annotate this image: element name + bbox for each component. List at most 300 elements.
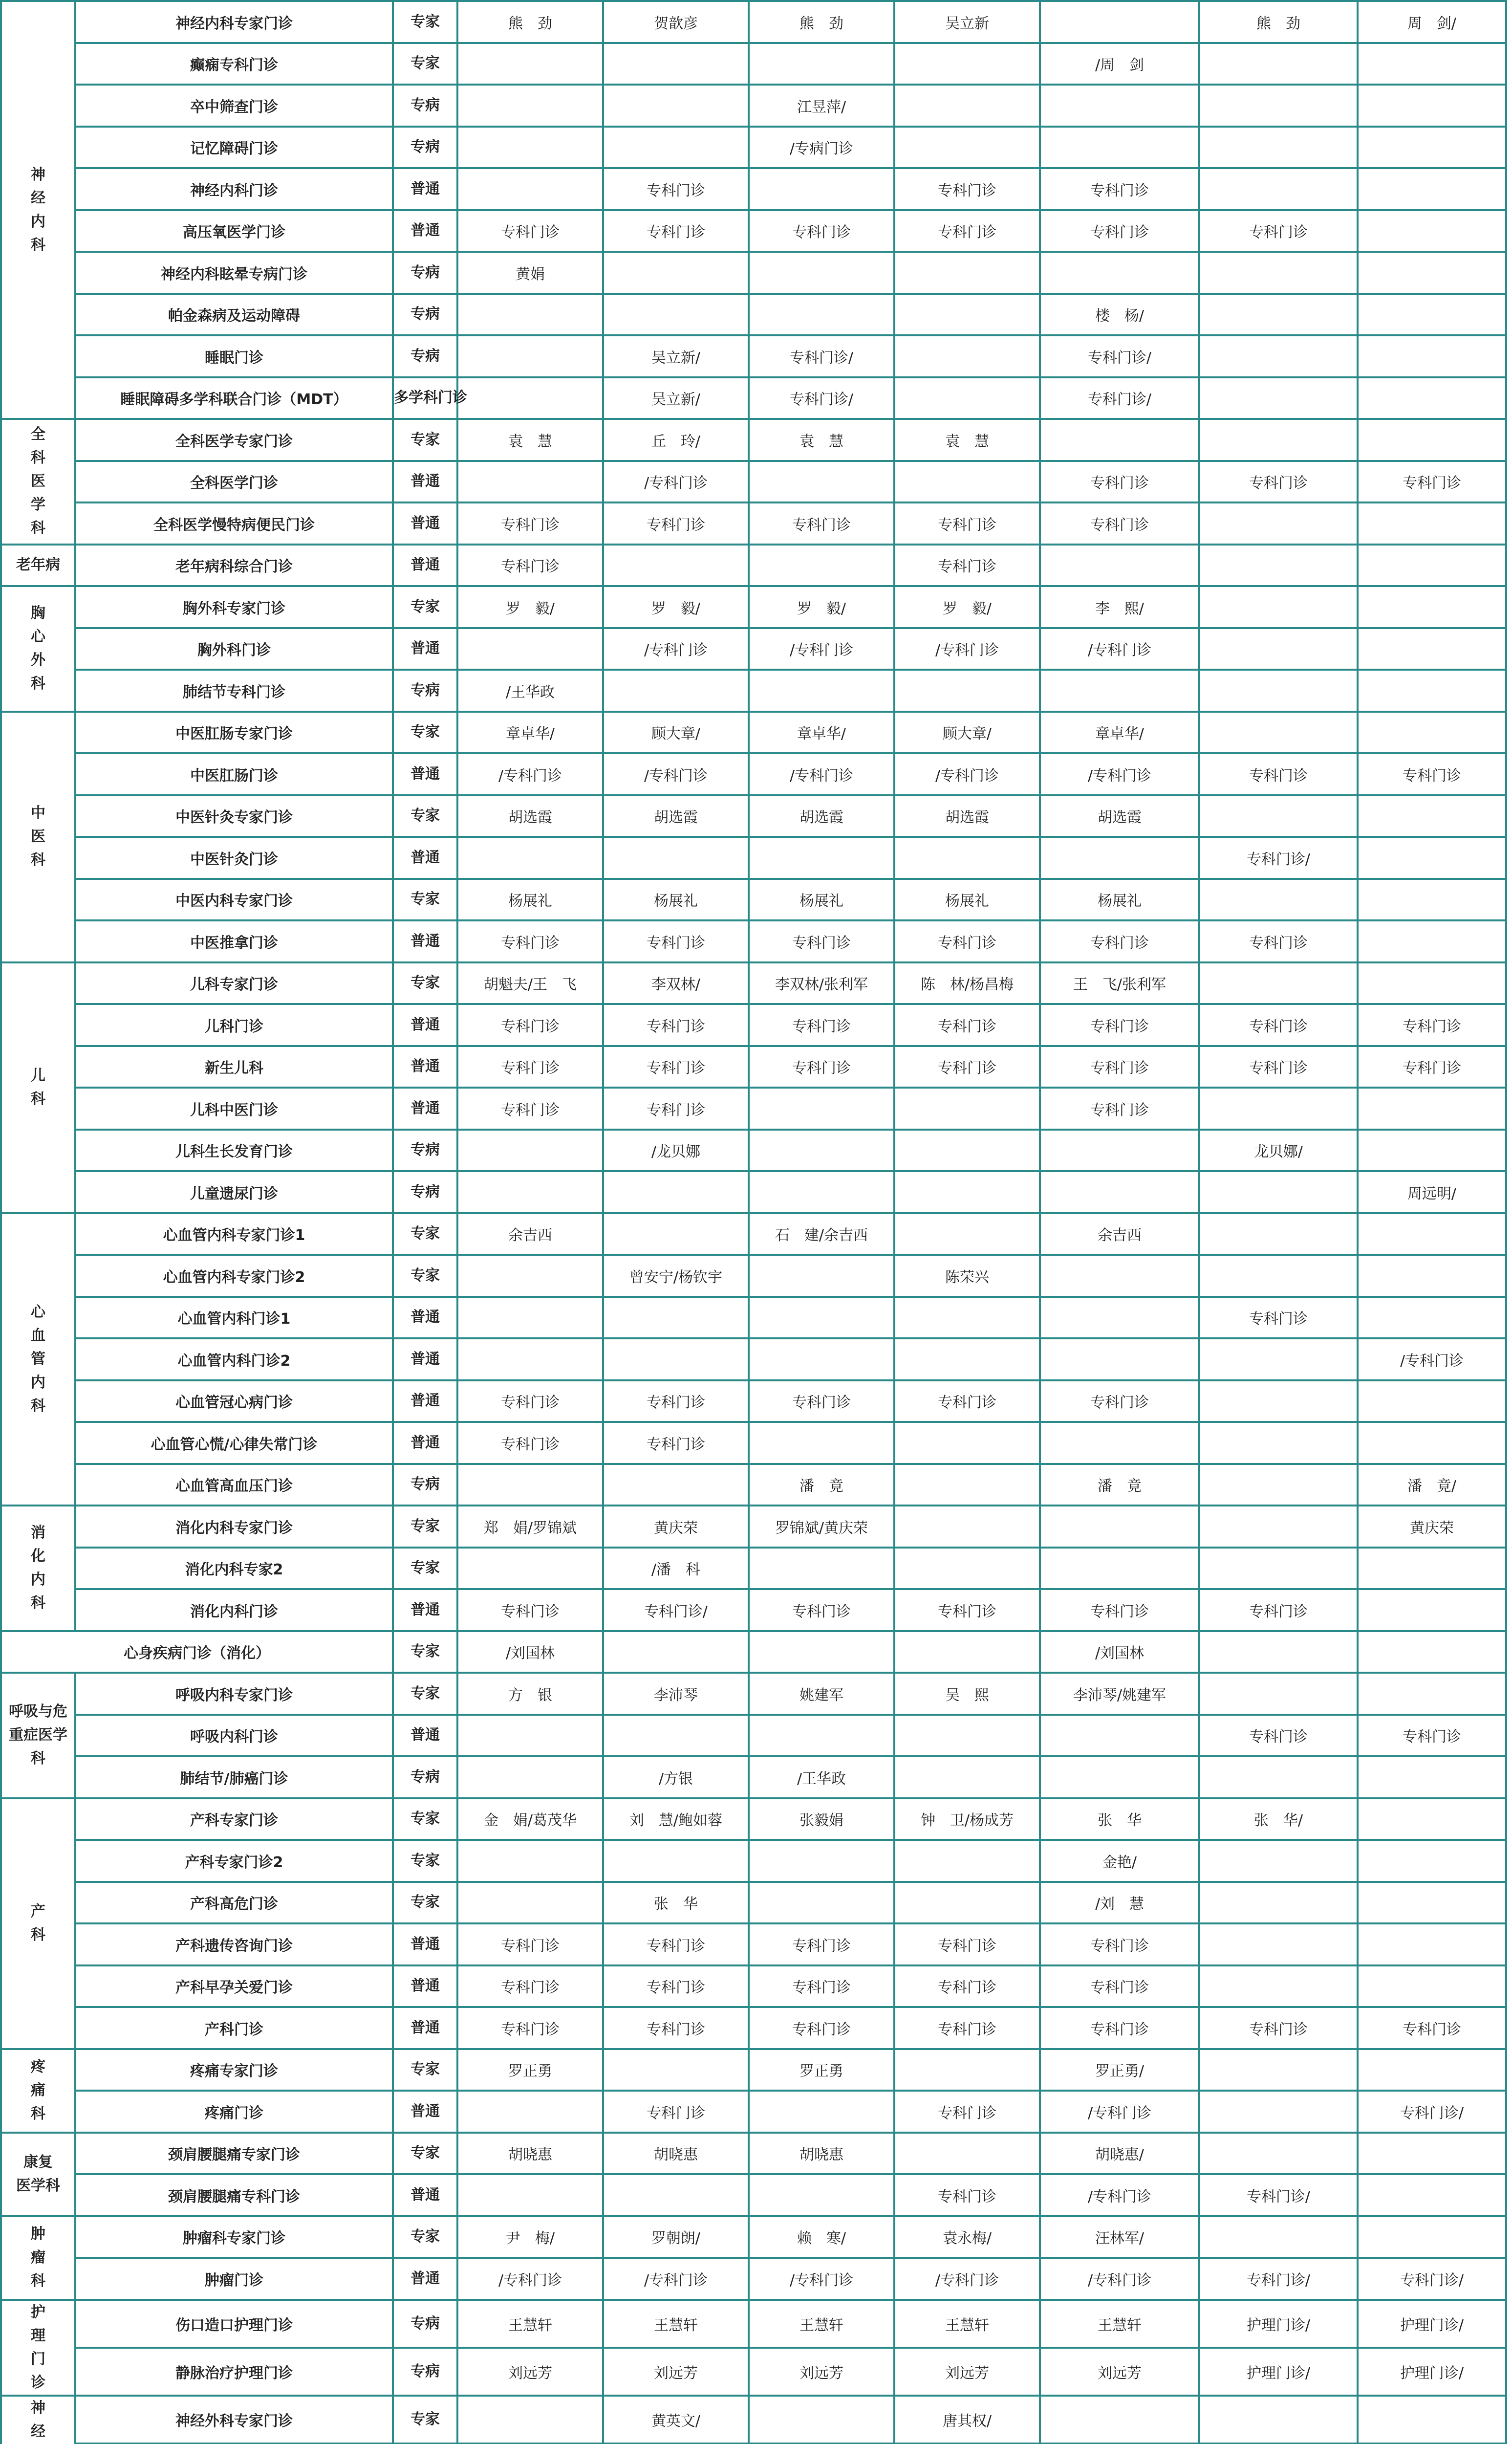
table-row [1, 670, 1506, 712]
schedule-cell: 罗朝朗/ [603, 2216, 749, 2258]
schedule-cell: /王华政 [457, 670, 603, 712]
clinic-type: 普通 [393, 753, 457, 795]
schedule-cell [749, 1715, 894, 1757]
schedule-cell: /专科门诊 [603, 2258, 749, 2300]
clinic-name: 儿童遗尿门诊 [75, 1171, 393, 1213]
table-row [1, 461, 1506, 503]
schedule-cell: 金 娟/葛茂华 [457, 1798, 603, 1840]
schedule-cell: 吴立新/ [603, 335, 749, 377]
clinic-type: 普通 [393, 2174, 457, 2216]
schedule-cell [1358, 1297, 1506, 1339]
schedule-cell: /周 剑 [1040, 43, 1199, 85]
schedule-cell: 周远明/ [1358, 1171, 1506, 1213]
schedule-cell [749, 1840, 894, 1882]
schedule-cell [1199, 85, 1358, 127]
schedule-cell: 熊 劲 [457, 1, 603, 43]
schedule-cell: /刘 慧 [1040, 1882, 1199, 1924]
schedule-cell: 专科门诊 [1040, 1589, 1199, 1631]
schedule-cell [894, 377, 1040, 419]
schedule-cell: 专科门诊 [894, 2007, 1040, 2049]
clinic-type: 专病 [393, 335, 457, 377]
schedule-cell [457, 1338, 603, 1380]
schedule-cell [1358, 1965, 1506, 2008]
schedule-cell [1358, 1213, 1506, 1255]
schedule-cell [1199, 2091, 1358, 2133]
schedule-cell: 吴立新/ [603, 377, 749, 419]
clinic-name: 儿科专家门诊 [75, 962, 393, 1004]
table-row [1, 753, 1506, 795]
schedule-cell: 贺歆彦 [603, 1, 749, 43]
schedule-cell: 刘远芳 [457, 2348, 603, 2396]
schedule-cell: 唐其权/ [894, 2396, 1040, 2444]
schedule-cell: 赖 寒/ [749, 2216, 894, 2258]
schedule-cell: 专科门诊 [603, 920, 749, 962]
schedule-cell [1040, 1338, 1199, 1380]
clinic-name: 心血管心慌/心律失常门诊 [75, 1422, 393, 1464]
clinic-type: 普通 [393, 2007, 457, 2049]
schedule-cell [1199, 2216, 1358, 2258]
schedule-cell [1358, 670, 1506, 712]
clinic-name: 肿瘤科专家门诊 [75, 2216, 393, 2258]
schedule-cell: /潘 科 [603, 1548, 749, 1590]
schedule-cell: 胡魁夫/王 飞 [457, 962, 603, 1004]
schedule-cell [894, 1088, 1040, 1130]
schedule-cell [1358, 1882, 1506, 1924]
schedule-cell [1199, 962, 1358, 1004]
schedule-cell [894, 252, 1040, 294]
clinic-type: 专病 [393, 2348, 457, 2396]
schedule-cell [603, 294, 749, 336]
clinic-type: 专病 [393, 252, 457, 294]
schedule-cell [457, 1715, 603, 1757]
schedule-cell: 潘 竟 [1040, 1464, 1199, 1506]
clinic-name: 儿科生长发育门诊 [75, 1130, 393, 1172]
schedule-cell [749, 670, 894, 712]
clinic-name: 新生儿科 [75, 1046, 393, 1088]
clinic-type: 普通 [393, 2258, 457, 2300]
schedule-cell [457, 294, 603, 336]
department-label: 全 科 医 学 科 [1, 419, 75, 545]
schedule-cell: /专科门诊 [1040, 2091, 1199, 2133]
table-row [1, 1589, 1506, 1631]
table-row [1, 1380, 1506, 1422]
clinic-name: 心血管内科专家门诊2 [75, 1255, 393, 1297]
clinic-name: 伤口造口护理门诊 [75, 2300, 393, 2348]
schedule-cell: 胡选霞 [749, 795, 894, 837]
schedule-cell: 章卓华/ [457, 712, 603, 754]
schedule-cell: 专科门诊 [1199, 1589, 1358, 1631]
schedule-cell: 专科门诊 [457, 1046, 603, 1088]
table-row [1, 1715, 1506, 1757]
schedule-cell: 姚建军 [749, 1673, 894, 1715]
table-row [1, 2091, 1506, 2133]
schedule-cell: 章卓华/ [749, 712, 894, 754]
schedule-cell [1358, 586, 1506, 628]
schedule-cell: 张毅娟 [749, 1798, 894, 1840]
schedule-cell: 刘远芳 [894, 2348, 1040, 2396]
schedule-cell [457, 1756, 603, 1798]
schedule-cell: 专科门诊 [1199, 1297, 1358, 1339]
schedule-cell: 专科门诊 [457, 2007, 603, 2049]
schedule-cell [894, 335, 1040, 377]
schedule-cell [1358, 335, 1506, 377]
schedule-cell [1199, 1965, 1358, 2008]
clinic-type: 普通 [393, 1923, 457, 1965]
department-label: 老年病 [1, 545, 75, 587]
schedule-cell [1040, 419, 1199, 461]
table-row [1, 1422, 1506, 1464]
schedule-cell [1358, 127, 1506, 169]
schedule-cell: 专科门诊/ [1358, 2258, 1506, 2300]
schedule-cell [1199, 377, 1358, 419]
schedule-cell [603, 1715, 749, 1757]
schedule-cell [1199, 586, 1358, 628]
schedule-cell: 专科门诊 [603, 502, 749, 545]
schedule-cell [603, 1297, 749, 1339]
schedule-cell: 李 熙/ [1040, 586, 1199, 628]
schedule-cell [1358, 1840, 1506, 1882]
clinic-name: 老年病科综合门诊 [75, 545, 393, 587]
schedule-cell [1358, 85, 1506, 127]
schedule-cell: 余吉西 [457, 1213, 603, 1255]
table-row [1, 1130, 1506, 1172]
schedule-cell: 专科门诊 [894, 210, 1040, 252]
schedule-cell: 杨展礼 [457, 879, 603, 921]
schedule-cell: 专科门诊 [603, 1004, 749, 1046]
schedule-cell: 护理门诊/ [1358, 2348, 1506, 2396]
schedule-cell [603, 1213, 749, 1255]
schedule-body [1, 1, 1506, 2444]
schedule-cell: 专科门诊 [1199, 1046, 1358, 1088]
schedule-cell [749, 1631, 894, 1673]
schedule-cell: 楼 杨/ [1040, 294, 1199, 336]
schedule-cell: /专科门诊 [1358, 1338, 1506, 1380]
schedule-cell: /专科门诊 [1040, 628, 1199, 670]
table-row [1, 1882, 1506, 1924]
schedule-cell [894, 837, 1040, 879]
schedule-cell [457, 335, 603, 377]
schedule-cell: 罗 毅/ [749, 586, 894, 628]
schedule-cell: 专科门诊 [1040, 1046, 1199, 1088]
schedule-cell [749, 1548, 894, 1590]
clinic-name: 全科医学门诊 [75, 461, 393, 503]
schedule-cell [457, 837, 603, 879]
schedule-cell [1358, 168, 1506, 210]
schedule-cell [749, 2396, 894, 2444]
schedule-cell: /专科门诊 [894, 628, 1040, 670]
schedule-cell [894, 1338, 1040, 1380]
department-label: 神 经 内 科 [1, 1, 75, 419]
clinic-type: 专家 [393, 2049, 457, 2091]
schedule-cell [749, 1297, 894, 1339]
clinic-type: 专病 [393, 1171, 457, 1213]
table-row [1, 1923, 1506, 1965]
table-row [1, 85, 1506, 127]
schedule-cell: 专科门诊 [603, 2091, 749, 2133]
schedule-cell: 王慧轩 [603, 2300, 749, 2348]
schedule-cell: 专科门诊 [1358, 1046, 1506, 1088]
clinic-name: 心血管冠心病门诊 [75, 1380, 393, 1422]
clinic-type: 专病 [393, 1464, 457, 1506]
schedule-cell [894, 294, 1040, 336]
schedule-cell: 专科门诊 [1040, 461, 1199, 503]
schedule-cell: /专科门诊 [749, 2258, 894, 2300]
schedule-cell: 专科门诊 [1199, 1004, 1358, 1046]
table-row [1, 1506, 1506, 1548]
schedule-cell [1199, 545, 1358, 587]
schedule-cell: 胡晓惠 [749, 2133, 894, 2175]
schedule-cell [749, 2174, 894, 2216]
clinic-name: 静脉治疗护理门诊 [75, 2348, 393, 2396]
schedule-cell [1358, 1756, 1506, 1798]
schedule-cell [1040, 85, 1199, 127]
department-label: 肿 瘤 科 [1, 2216, 75, 2300]
clinic-type: 专家 [393, 1213, 457, 1255]
schedule-cell [603, 670, 749, 712]
schedule-cell [894, 1756, 1040, 1798]
schedule-cell [457, 1130, 603, 1172]
clinic-type: 专家 [393, 1798, 457, 1840]
department-label: 护 理 门 诊 [1, 2300, 75, 2396]
table-row [1, 1965, 1506, 2008]
schedule-cell [1040, 127, 1199, 169]
schedule-cell: 刘 慧/鲍如蓉 [603, 1798, 749, 1840]
clinic-type: 普通 [393, 1297, 457, 1339]
schedule-cell [1358, 1631, 1506, 1673]
clinic-type: 普通 [393, 1004, 457, 1046]
schedule-cell [1040, 670, 1199, 712]
schedule-cell: /刘国林 [1040, 1631, 1199, 1673]
schedule-cell: /刘国林 [457, 1631, 603, 1673]
schedule-cell: 专科门诊 [894, 1046, 1040, 1088]
schedule-cell: 杨展礼 [894, 879, 1040, 921]
schedule-cell: 专科门诊 [894, 1004, 1040, 1046]
schedule-cell [894, 127, 1040, 169]
schedule-cell [1199, 502, 1358, 545]
clinic-name: 肿瘤门诊 [75, 2258, 393, 2300]
schedule-cell [603, 1338, 749, 1380]
schedule-cell [457, 43, 603, 85]
table-row [1, 1798, 1506, 1840]
clinic-type: 专家 [393, 586, 457, 628]
schedule-cell: 专科门诊 [457, 1422, 603, 1464]
schedule-cell: /专科门诊 [1040, 2174, 1199, 2216]
schedule-cell [603, 85, 749, 127]
schedule-cell [1199, 628, 1358, 670]
schedule-cell: 专科门诊 [749, 2007, 894, 2049]
schedule-cell [1358, 2049, 1506, 2091]
schedule-cell: 专科门诊 [894, 2091, 1040, 2133]
clinic-type: 普通 [393, 1715, 457, 1757]
schedule-cell [1358, 2133, 1506, 2175]
table-row [1, 1464, 1506, 1506]
schedule-cell [894, 1213, 1040, 1255]
schedule-cell: 专科门诊/ [1199, 2174, 1358, 2216]
schedule-cell: 胡选霞 [457, 795, 603, 837]
clinic-type: 专病 [393, 2300, 457, 2348]
table-row [1, 2348, 1506, 2396]
table-row [1, 2174, 1506, 2216]
schedule-cell: 专科门诊 [603, 1046, 749, 1088]
schedule-cell: 袁 慧 [894, 419, 1040, 461]
schedule-cell: 护理门诊/ [1199, 2300, 1358, 2348]
schedule-cell [749, 1171, 894, 1213]
clinic-type: 普通 [393, 210, 457, 252]
table-row [1, 879, 1506, 921]
clinic-type: 专家 [393, 1882, 457, 1924]
clinic-type: 专家 [393, 419, 457, 461]
schedule-cell [1358, 837, 1506, 879]
schedule-cell: 黄庆荣 [1358, 1506, 1506, 1548]
schedule-cell: 王慧轩 [894, 2300, 1040, 2348]
table-row [1, 1756, 1506, 1798]
schedule-cell: 护理门诊/ [1358, 2300, 1506, 2348]
clinic-name: 记忆障碍门诊 [75, 127, 393, 169]
schedule-cell [457, 628, 603, 670]
department-label: 中 医 科 [1, 712, 75, 962]
department-label: 产 科 [1, 1798, 75, 2049]
schedule-cell [1199, 1464, 1358, 1506]
schedule-cell [1199, 1631, 1358, 1673]
schedule-cell: /专科门诊 [1040, 753, 1199, 795]
table-row [1, 1631, 1506, 1673]
schedule-cell: 罗 毅/ [603, 586, 749, 628]
schedule-cell [603, 127, 749, 169]
schedule-cell [1040, 1506, 1199, 1548]
clinic-name: 神经内科门诊 [75, 168, 393, 210]
schedule-cell [1199, 1380, 1358, 1422]
schedule-cell [1199, 2396, 1358, 2444]
schedule-cell [603, 43, 749, 85]
clinic-name: 呼吸内科专家门诊 [75, 1673, 393, 1715]
schedule-cell [1358, 1673, 1506, 1715]
clinic-name: 睡眠门诊 [75, 335, 393, 377]
schedule-cell: 专科门诊 [603, 1422, 749, 1464]
department-label: 康复 医学科 [1, 2133, 75, 2216]
schedule-cell [1358, 628, 1506, 670]
schedule-cell: 罗 毅/ [457, 586, 603, 628]
schedule-cell: 周 剑/ [1358, 1, 1506, 43]
schedule-cell: 专科门诊 [1040, 2007, 1199, 2049]
schedule-cell: 专科门诊/ [1358, 2091, 1506, 2133]
clinic-name: 心身疾病门诊（消化） [1, 1631, 393, 1673]
schedule-cell [1199, 168, 1358, 210]
clinic-name: 产科专家门诊 [75, 1798, 393, 1840]
schedule-cell [894, 2049, 1040, 2091]
clinic-name: 全科医学专家门诊 [75, 419, 393, 461]
schedule-cell: 专科门诊 [457, 210, 603, 252]
schedule-cell [1199, 294, 1358, 336]
clinic-type: 专家 [393, 1631, 457, 1673]
schedule-cell: /专科门诊 [457, 2258, 603, 2300]
schedule-cell: 专科门诊 [603, 1923, 749, 1965]
schedule-cell [749, 545, 894, 587]
schedule-cell [603, 1171, 749, 1213]
schedule-cell [1358, 879, 1506, 921]
schedule-cell [894, 1506, 1040, 1548]
schedule-cell [1358, 795, 1506, 837]
schedule-cell [1199, 419, 1358, 461]
table-row [1, 1171, 1506, 1213]
schedule-cell: 余吉西 [1040, 1213, 1199, 1255]
schedule-cell: /专科门诊 [749, 628, 894, 670]
schedule-cell: 专科门诊 [749, 502, 894, 545]
department-label: 胸 心 外 科 [1, 586, 75, 712]
schedule-cell [749, 1130, 894, 1172]
schedule-cell: 专科门诊 [457, 1380, 603, 1422]
table-row [1, 837, 1506, 879]
schedule-cell [1199, 252, 1358, 294]
clinic-name: 产科高危门诊 [75, 1882, 393, 1924]
schedule-cell [1358, 545, 1506, 587]
clinic-type: 专病 [393, 1756, 457, 1798]
schedule-cell: 曾安宁/杨钦宇 [603, 1255, 749, 1297]
schedule-cell [603, 1840, 749, 1882]
schedule-cell [457, 1171, 603, 1213]
schedule-cell: 石 建/余吉西 [749, 1213, 894, 1255]
table-row [1, 2258, 1506, 2300]
schedule-cell: 专科门诊 [457, 1004, 603, 1046]
schedule-cell: 李沛琴 [603, 1673, 749, 1715]
clinic-name: 神经外科专家门诊 [75, 2396, 393, 2444]
schedule-cell: 专科门诊 [1199, 2007, 1358, 2049]
table-row [1, 502, 1506, 545]
schedule-cell: 刘远芳 [749, 2348, 894, 2396]
schedule-cell: 方 银 [457, 1673, 603, 1715]
schedule-cell: 胡晓惠 [603, 2133, 749, 2175]
schedule-cell: 王慧轩 [1040, 2300, 1199, 2348]
schedule-cell: 刘远芳 [1040, 2348, 1199, 2396]
clinic-type: 专病 [393, 85, 457, 127]
schedule-cell: 金艳/ [1040, 1840, 1199, 1882]
schedule-cell: 袁 慧 [457, 419, 603, 461]
table-row [1, 419, 1506, 461]
schedule-cell [457, 85, 603, 127]
clinic-name: 产科门诊 [75, 2007, 393, 2049]
schedule-cell: 专科门诊 [749, 1923, 894, 1965]
clinic-type: 多学科门诊 [393, 377, 457, 419]
schedule-cell [1358, 1923, 1506, 1965]
schedule-cell [457, 127, 603, 169]
schedule-cell [1199, 1255, 1358, 1297]
schedule-cell: 杨展礼 [749, 879, 894, 921]
schedule-cell: 专科门诊 [603, 1965, 749, 2008]
department-label: 消 化 内 科 [1, 1506, 75, 1631]
clinic-type: 普通 [393, 1338, 457, 1380]
schedule-cell [1040, 1255, 1199, 1297]
table-row [1, 2300, 1506, 2348]
table-row [1, 2216, 1506, 2258]
schedule-cell [603, 2049, 749, 2091]
schedule-cell [1040, 1715, 1199, 1757]
table-row [1, 962, 1506, 1004]
schedule-cell: 专科门诊 [894, 2174, 1040, 2216]
clinic-name: 心血管高血压门诊 [75, 1464, 393, 1506]
schedule-cell [1040, 2396, 1199, 2444]
clinic-name: 颈肩腰腿痛专科门诊 [75, 2174, 393, 2216]
schedule-cell [1199, 1422, 1358, 1464]
schedule-cell [1358, 1589, 1506, 1631]
schedule-cell: /专科门诊 [603, 461, 749, 503]
schedule-cell [1358, 1255, 1506, 1297]
clinic-name: 中医针灸专家门诊 [75, 795, 393, 837]
clinic-name: 心血管内科门诊2 [75, 1338, 393, 1380]
schedule-cell: 专科门诊 [1040, 1088, 1199, 1130]
schedule-cell [457, 1882, 603, 1924]
schedule-cell: /专科门诊 [457, 753, 603, 795]
table-row [1, 252, 1506, 294]
table-row [1, 1548, 1506, 1590]
